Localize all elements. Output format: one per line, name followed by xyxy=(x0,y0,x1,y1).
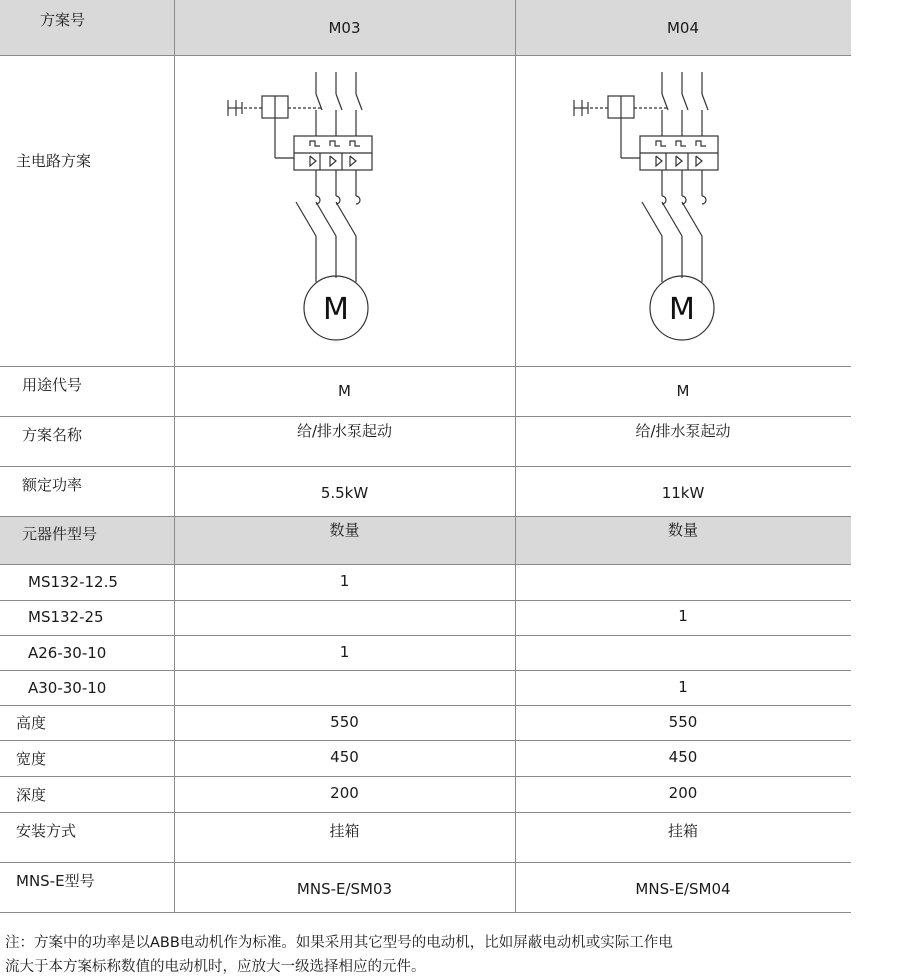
usage-code-m04: M xyxy=(676,382,690,400)
usage-code-label: 用途代号 xyxy=(22,376,83,394)
grid-line xyxy=(0,862,851,863)
depth-m03: 200 xyxy=(330,784,359,802)
motor-symbol-text: M xyxy=(669,292,695,327)
component-a26-30-10: A26-30-10 xyxy=(28,644,107,662)
width-m03: 450 xyxy=(330,748,359,766)
component-ms132-25: MS132-25 xyxy=(28,608,104,626)
height-label: 高度 xyxy=(16,714,47,732)
usage-code-m03: M xyxy=(338,382,351,400)
grid-line xyxy=(0,416,851,417)
component-model-header: 元器件型号 xyxy=(22,525,98,543)
mounting-m03: 挂箱 xyxy=(329,822,360,840)
scheme-no-header: 方案号 xyxy=(40,11,86,29)
grid-line xyxy=(0,776,851,777)
component-qty-m03: 1 xyxy=(339,643,350,661)
height-m04: 550 xyxy=(668,713,698,731)
depth-m04: 200 xyxy=(668,784,698,802)
rated-power-label: 额定功率 xyxy=(22,476,83,494)
scheme-name-label: 方案名称 xyxy=(22,426,83,444)
grid-line xyxy=(0,55,851,56)
circuit-diagram-m04 xyxy=(568,66,728,346)
mns-e-model-label: MNS-E型号 xyxy=(16,872,95,890)
height-m03: 550 xyxy=(330,713,359,731)
component-qty-m04: 1 xyxy=(678,607,688,625)
grid-line-vertical xyxy=(515,0,516,912)
component-a30-30-10: A30-30-10 xyxy=(28,679,107,697)
grid-line xyxy=(0,705,851,706)
scheme-name-m04: 给/排水泵起动 xyxy=(635,422,731,440)
mounting-label: 安装方式 xyxy=(16,822,77,840)
component-ms132-12-5: MS132-12.5 xyxy=(28,573,118,591)
grid-line-vertical xyxy=(174,0,175,912)
width-label: 宽度 xyxy=(16,750,47,768)
footnote-line-2: 流大于本方案标称数值的电动机时，应放大一级选择相应的元件。 xyxy=(5,959,426,975)
grid-line xyxy=(0,466,851,467)
grid-line xyxy=(0,366,851,367)
component-qty-m03: 1 xyxy=(339,572,350,590)
circuit-diagram-m03 xyxy=(222,66,382,346)
grid-line xyxy=(0,740,851,741)
scheme-m04-header: M04 xyxy=(666,19,700,37)
grid-line xyxy=(0,670,851,671)
mns-e-model-m03: MNS-E/SM03 xyxy=(296,880,393,898)
grid-line xyxy=(0,912,851,913)
component-qty-m04: 1 xyxy=(678,678,688,696)
grid-line xyxy=(0,600,851,601)
motor-symbol-text: M xyxy=(323,292,349,327)
grid-line xyxy=(0,564,851,565)
grid-line xyxy=(0,635,851,636)
depth-label: 深度 xyxy=(16,786,47,804)
quantity-header-m03: 数量 xyxy=(329,521,360,539)
mns-e-model-m04: MNS-E/SM04 xyxy=(635,880,731,898)
main-circuit-label: 主电路方案 xyxy=(16,152,92,170)
mounting-m04: 挂箱 xyxy=(667,822,698,840)
scheme-m03-header: M03 xyxy=(328,19,361,37)
footnote-line-1: 注：方案中的功率是以ABB电动机作为标准。如果采用其它型号的电动机，比如屏蔽电动机或实际工作电 xyxy=(5,935,673,951)
width-m04: 450 xyxy=(668,748,698,766)
rated-power-m04: 11kW xyxy=(661,484,705,502)
grid-line xyxy=(0,812,851,813)
quantity-header-m04: 数量 xyxy=(667,521,698,539)
rated-power-m03: 5.5kW xyxy=(320,484,369,502)
grid-line xyxy=(0,516,851,517)
scheme-name-m03: 给/排水泵起动 xyxy=(296,422,393,440)
